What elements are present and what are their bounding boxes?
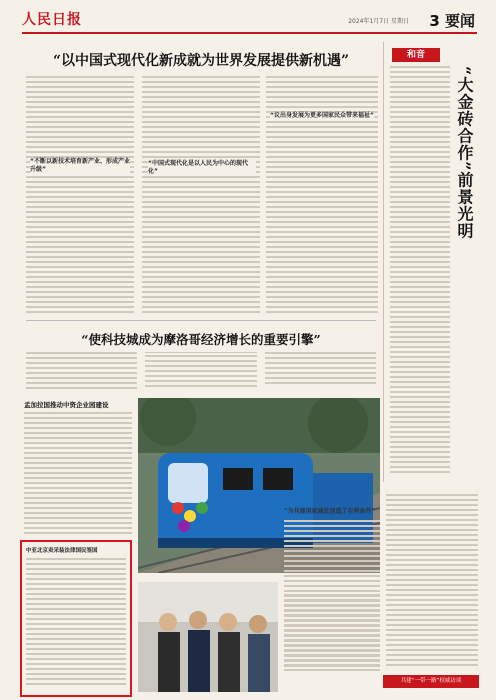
column-tag: 和音 (392, 48, 440, 62)
sub-head: “不断以新技术培育新产业、形成产业升级” (30, 158, 130, 173)
issue-date: 2024年1月7日 星期日 (348, 18, 409, 25)
column-text (284, 594, 380, 674)
divider (26, 320, 376, 321)
column-text (142, 76, 260, 316)
second-headline: “使科技城成为摩洛哥经济增长的重要引擎” (81, 332, 321, 347)
column-text (24, 412, 132, 534)
story-headline: 中亚北京卖采装法律国民签国 (26, 548, 98, 554)
group-photo (138, 582, 278, 692)
column-text (26, 76, 134, 316)
masthead (22, 8, 477, 34)
main-headline: “以中国式现代化新成就为世界发展提供新机遇” (52, 53, 350, 69)
sub-head: “中国式现代化是以人民为中心的现代化” (148, 160, 256, 176)
column-text (26, 558, 126, 688)
newspaper-logo: 人民日报 (22, 12, 82, 28)
column-text (26, 352, 376, 390)
sub-head: “议出身发展为更多国家民众带来福祉” (270, 112, 374, 119)
column-banner: 共建“一带一路”权威访谈 (383, 675, 479, 688)
sidebar-vertical-title: “大金砖合作”前景光明 (455, 66, 474, 240)
column-text (390, 66, 450, 476)
story-headline: 孟加拉国推动中资企业园建设 (24, 401, 109, 409)
story-headline: “为共建国家减贫创造了有利条件” (284, 508, 375, 515)
page-number: 3 要闻 (429, 12, 475, 30)
column-text (386, 494, 478, 670)
